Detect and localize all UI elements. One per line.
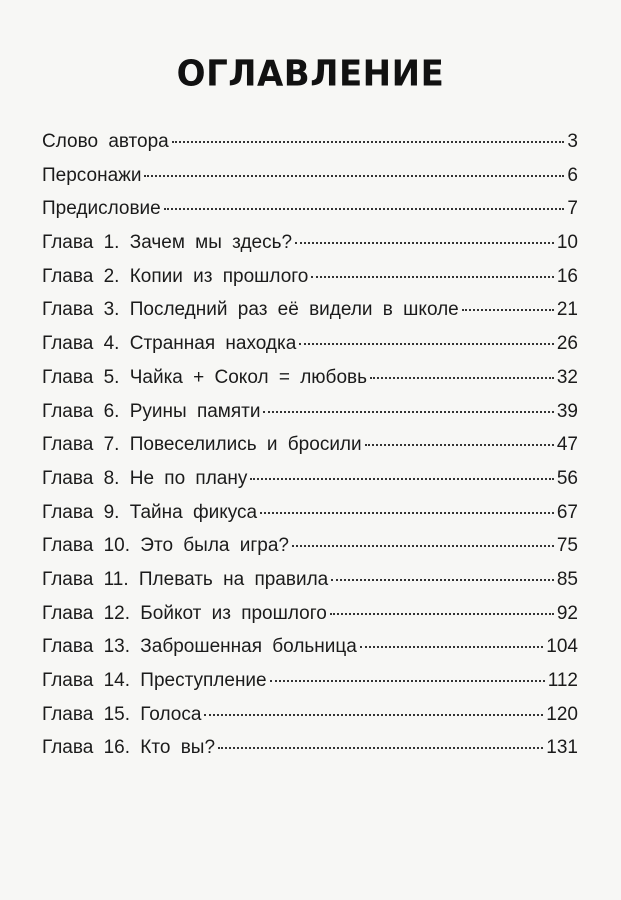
toc-entry [42,566,578,600]
page-title: ОГЛАВЛЕНИЕ [176,53,445,95]
toc-entry [42,296,578,330]
toc-entry-label: Персонажи [42,164,142,186]
toc-entry [42,431,578,465]
toc-entry [42,229,578,263]
dot-leader [330,613,554,615]
toc-entry-page-number: 21 [556,299,578,321]
toc-entry-label: Глава 8. Не по плану [42,467,248,489]
dot-leader [172,141,565,143]
toc-entry [42,263,578,297]
toc-entry-page-number: 39 [556,400,578,422]
dot-leader [204,714,543,716]
toc-entry-label: Глава 4. Странная находка [42,333,297,355]
toc-entry-label: Глава 15. Голоса [42,703,202,725]
toc-entry [42,330,578,364]
dot-leader [299,343,554,345]
toc-entry [42,162,578,196]
dot-leader [370,377,554,379]
toc-entry-page-number: 92 [556,602,578,624]
toc-entry-page-number: 75 [556,535,578,557]
toc-entry [42,398,578,432]
toc-entry [42,499,578,533]
toc-entry-label: Глава 9. Тайна фикуса [42,501,258,523]
toc-entry [42,701,578,735]
toc-entry-label: Слово автора [42,131,169,152]
dot-leader [331,579,554,581]
toc-entry [42,128,578,162]
toc-entry-page-number: 56 [556,467,578,489]
toc-entry-page-number: 120 [546,703,578,725]
toc-entry-page-number: 3 [567,131,578,152]
dot-leader [164,208,565,210]
toc-entry-label: Предисловие [42,198,161,220]
dot-leader [311,276,553,278]
toc-entry-page-number: 32 [556,366,578,388]
toc-entry-label: Глава 2. Копии из прошлого [42,265,309,287]
toc-entry [42,633,578,667]
dot-leader [292,545,554,547]
dot-leader [250,478,553,480]
toc-entry [42,465,578,499]
toc-entry-label: Глава 7. Повеселились и бросили [42,434,362,456]
dot-leader [260,512,554,514]
toc-entry-page-number: 112 [547,670,578,691]
toc-entry-label: Глава 3. Последний раз её видели в школе [42,299,459,321]
toc-entry-page-number: 67 [556,501,578,523]
toc-entry [42,195,578,229]
toc-entry [42,532,578,566]
toc-entry [42,600,578,634]
toc-entry [42,667,578,701]
toc-entry-label: Глава 10. Это была игра? [42,535,289,557]
toc-entry-label: Глава 12. Бойкот из прошлого [42,602,327,624]
dot-leader [295,242,554,244]
table-of-contents [42,128,578,768]
dot-leader [365,444,554,446]
toc-entry-label: Глава 13. Заброшенная больница [42,636,357,658]
toc-entry-label: Глава 11. Плевать на правила [42,568,329,590]
toc-entry [42,364,578,398]
toc-entry-page-number: 7 [567,198,578,220]
toc-entry-page-number: 47 [556,434,578,456]
toc-entry-page-number: 16 [556,265,578,287]
dot-leader [263,411,553,413]
toc-entry-page-number: 10 [556,232,578,254]
toc-entry-label: Глава 1. Зачем мы здесь? [42,232,293,254]
toc-entry-label: Глава 14. Преступление [42,670,267,691]
toc-entry-label: Глава 6. Руины памяти [42,400,261,422]
dot-leader [270,680,545,682]
toc-entry-label: Глава 5. Чайка + Сокол = любовь [42,366,368,388]
dot-leader [462,309,554,311]
dot-leader [144,175,564,177]
toc-entry-label: Глава 16. Кто вы? [42,737,216,759]
dot-leader [218,747,543,749]
toc-entry-page-number: 26 [556,333,578,355]
toc-entry-page-number: 85 [556,568,578,590]
toc-entry [42,734,578,768]
toc-entry-page-number: 131 [546,737,578,759]
toc-entry-page-number: 104 [546,636,578,658]
dot-leader [360,646,543,648]
toc-entry-page-number: 6 [567,164,578,186]
